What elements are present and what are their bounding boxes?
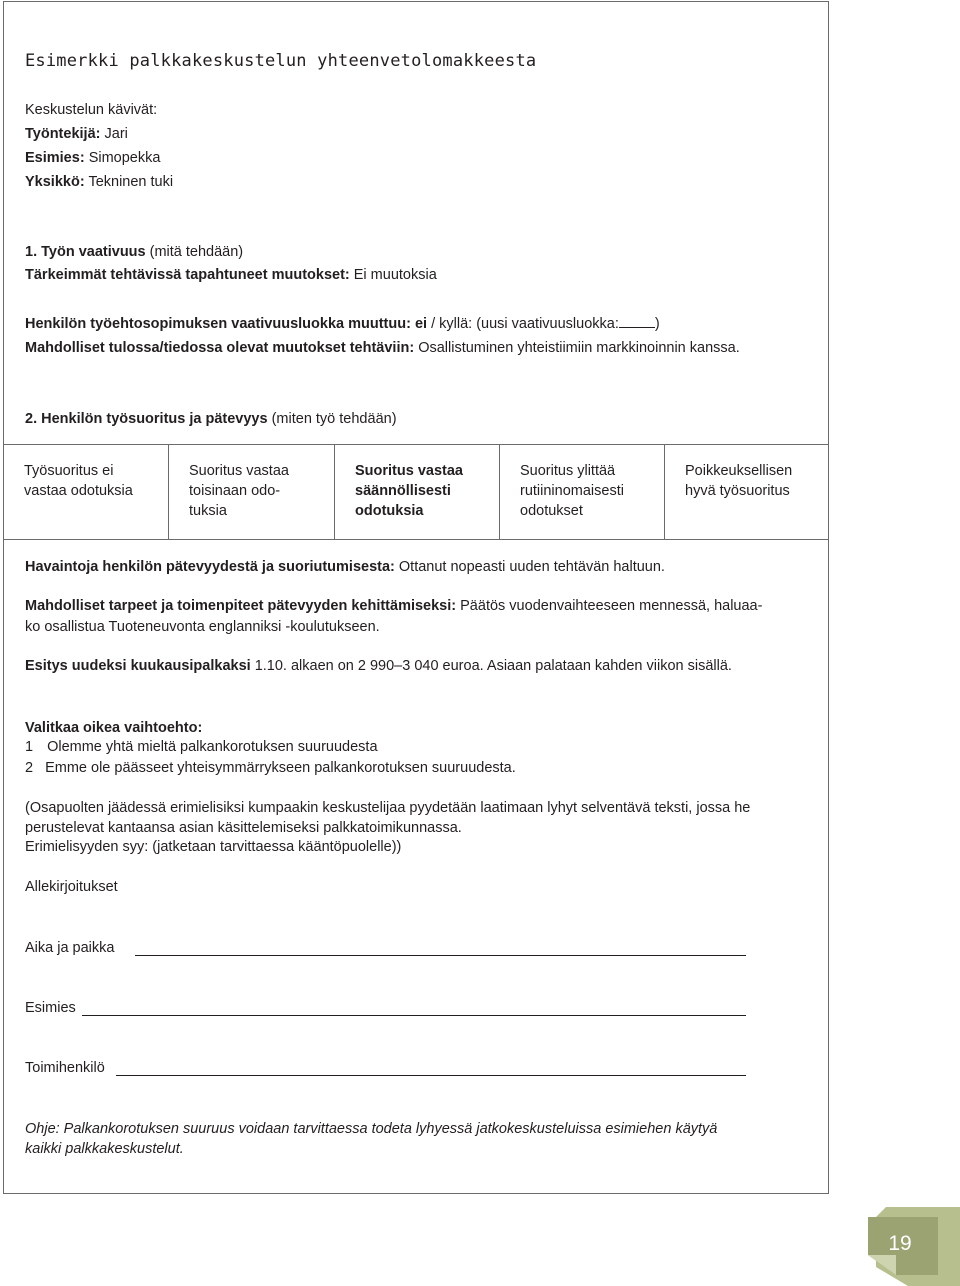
supervisor-row: [25, 148, 160, 168]
choice-heading: [25, 718, 202, 738]
disagreement-note-line2: perustelevat kantaansa asian käsittelemiseksi palkkatoimikunnassa.: [25, 820, 462, 836]
needs-row: [25, 596, 762, 616]
choice-option-2[interactable]: [25, 758, 516, 778]
rating-option-3-line2: säännöllisesti: [355, 483, 451, 499]
section1-heading-note: (mitä tehdään): [149, 244, 244, 260]
choice-heading-text: Valitkaa oikea vaihtoehto:: [25, 720, 203, 736]
rating-option-2-line3: tuksia: [189, 503, 227, 519]
employee-value: Jari: [104, 126, 128, 142]
supervisor-label: Esimies:: [25, 150, 85, 166]
rating-option-5[interactable]: [664, 445, 827, 539]
changes-value: Ei muutoksia: [353, 267, 437, 283]
rating-option-1-line2: vastaa odotuksia: [24, 483, 133, 499]
supervisor-value: Simopekka: [88, 150, 161, 166]
signature-field-date-place[interactable]: [25, 938, 114, 958]
rating-option-3-selected[interactable]: [334, 445, 499, 539]
choice-option-2-text: Emme ole päässeet yhteisymmärrykseen palkankorotuksen suuruudesta.: [45, 760, 516, 776]
needs-value-line2: ko osallistua Tuoteneuvonta englanniksi -koulutukseen.: [25, 619, 380, 635]
section1-heading: [25, 242, 243, 262]
section1-heading-bold: 1. Työn vaativuus: [25, 244, 146, 260]
unit-label: Yksikkö:: [25, 174, 85, 190]
signature-field-supervisor[interactable]: [25, 998, 76, 1018]
proposal-label: Esitys uudeksi kuukausipalkaksi: [25, 658, 251, 674]
rating-option-1[interactable]: [3, 445, 168, 539]
class-no: ei: [414, 316, 428, 332]
rating-option-4-line2: rutiininomaisesti: [520, 483, 624, 499]
choice-option-1[interactable]: [25, 737, 378, 757]
rating-option-4-line3: odotukset: [520, 503, 583, 519]
future-label: Mahdolliset tulossa/tiedossa olevat muutokset tehtäviin:: [25, 340, 415, 356]
choice-option-2-num: 2: [25, 760, 34, 776]
class-label: Henkilön työehtosopimuksen vaativuusluokka muuttuu:: [25, 316, 411, 332]
rating-option-2-line2: toisinaan odo-: [189, 483, 281, 499]
page-number: 19: [888, 1232, 912, 1255]
supervisor-sign-line[interactable]: [82, 1015, 746, 1016]
needs-value-line1: Päätös vuodenvaihteeseen mennessä, haluaa-: [460, 598, 763, 614]
class-close: ): [654, 316, 660, 332]
instruction-line1: Ohje: Palkankorotuksen suuruus voidaan tarvittaessa todeta lyhyessä jatkokeskusteluissa esimiehen käytyä: [25, 1121, 718, 1137]
instruction-line2: kaikki palkkakeskustelut.: [25, 1141, 184, 1157]
future-row: [25, 338, 740, 358]
changes-row: [25, 265, 437, 285]
observations-label: Havaintoja henkilön pätevyydestä ja suoriutumisesta:: [25, 559, 395, 575]
date-place-line[interactable]: [135, 955, 746, 956]
rating-scale: [3, 444, 829, 540]
participants-heading: Keskustelun kävivät:: [25, 102, 158, 118]
employee-sign-line[interactable]: [116, 1075, 746, 1076]
rating-option-3-line3: odotuksia: [355, 503, 424, 519]
proposal-value: 1.10. alkaen on 2 990–3 040 euroa. Asiaan palataan kahden viikon sisällä.: [254, 658, 732, 674]
class-blank-line: [619, 327, 655, 328]
employee-label: Työntekijä:: [25, 126, 101, 142]
date-place-label: Aika ja paikka: [25, 940, 115, 956]
rating-option-5-line2: hyvä työsuoritus: [685, 483, 790, 499]
needs-label: Mahdolliset tarpeet ja toimenpiteet pätevyyden kehittämiseksi:: [25, 598, 457, 614]
rating-option-1-line1: Työsuoritus ei: [24, 463, 114, 479]
section2-heading-note: (miten työ tehdään): [271, 411, 397, 427]
disagreement-reason: Erimielisyyden syy: (jatketaan tarvittaessa kääntöpuolelle)): [25, 839, 402, 855]
future-value: Osallistuminen yhteistiimiin markkinoinnin kanssa.: [418, 340, 740, 356]
section2-heading-bold: 2. Henkilön työsuoritus ja pätevyys: [25, 411, 268, 427]
signature-field-employee[interactable]: [25, 1058, 105, 1078]
page-number-badge: [868, 1207, 960, 1286]
supervisor-sign-label: Esimies: [25, 1000, 76, 1016]
rating-option-4-line1: Suoritus ylittää: [520, 463, 616, 479]
disagreement-note-line1: (Osapuolten jäädessä erimielisiksi kumpaakin keskustelijaa pyydetään laatimaan lyhyt selventävä teksti, jossa he: [25, 800, 751, 816]
employee-row: [25, 124, 128, 144]
choice-option-1-num: 1: [25, 739, 34, 755]
section2-heading: [25, 409, 397, 429]
signatures-heading: Allekirjoitukset: [25, 879, 118, 895]
rating-option-2[interactable]: [168, 445, 334, 539]
observations-value: Ottanut nopeasti uuden tehtävän haltuun.: [398, 559, 665, 575]
rating-option-5-line1: Poikkeuksellisen: [685, 463, 793, 479]
class-row: [25, 314, 660, 334]
page-title: Esimerkki palkkakeskustelun yhteenvetolomakkeesta: [25, 51, 537, 71]
unit-row: [25, 172, 173, 192]
rating-option-4[interactable]: [499, 445, 664, 539]
rating-option-2-line1: Suoritus vastaa: [189, 463, 289, 479]
changes-label: Tärkeimmät tehtävissä tapahtuneet muutokset:: [25, 267, 350, 283]
choice-option-1-text: Olemme yhtä mieltä palkankorotuksen suuruudesta: [47, 739, 378, 755]
proposal-row: [25, 656, 732, 676]
observations-row: [25, 557, 665, 577]
employee-sign-label: Toimihenkilö: [25, 1060, 105, 1076]
class-rest: / kyllä: (uusi vaativuusluokka:: [431, 316, 619, 332]
unit-value: Tekninen tuki: [88, 174, 174, 190]
rating-option-3-line1: Suoritus vastaa: [355, 463, 463, 479]
